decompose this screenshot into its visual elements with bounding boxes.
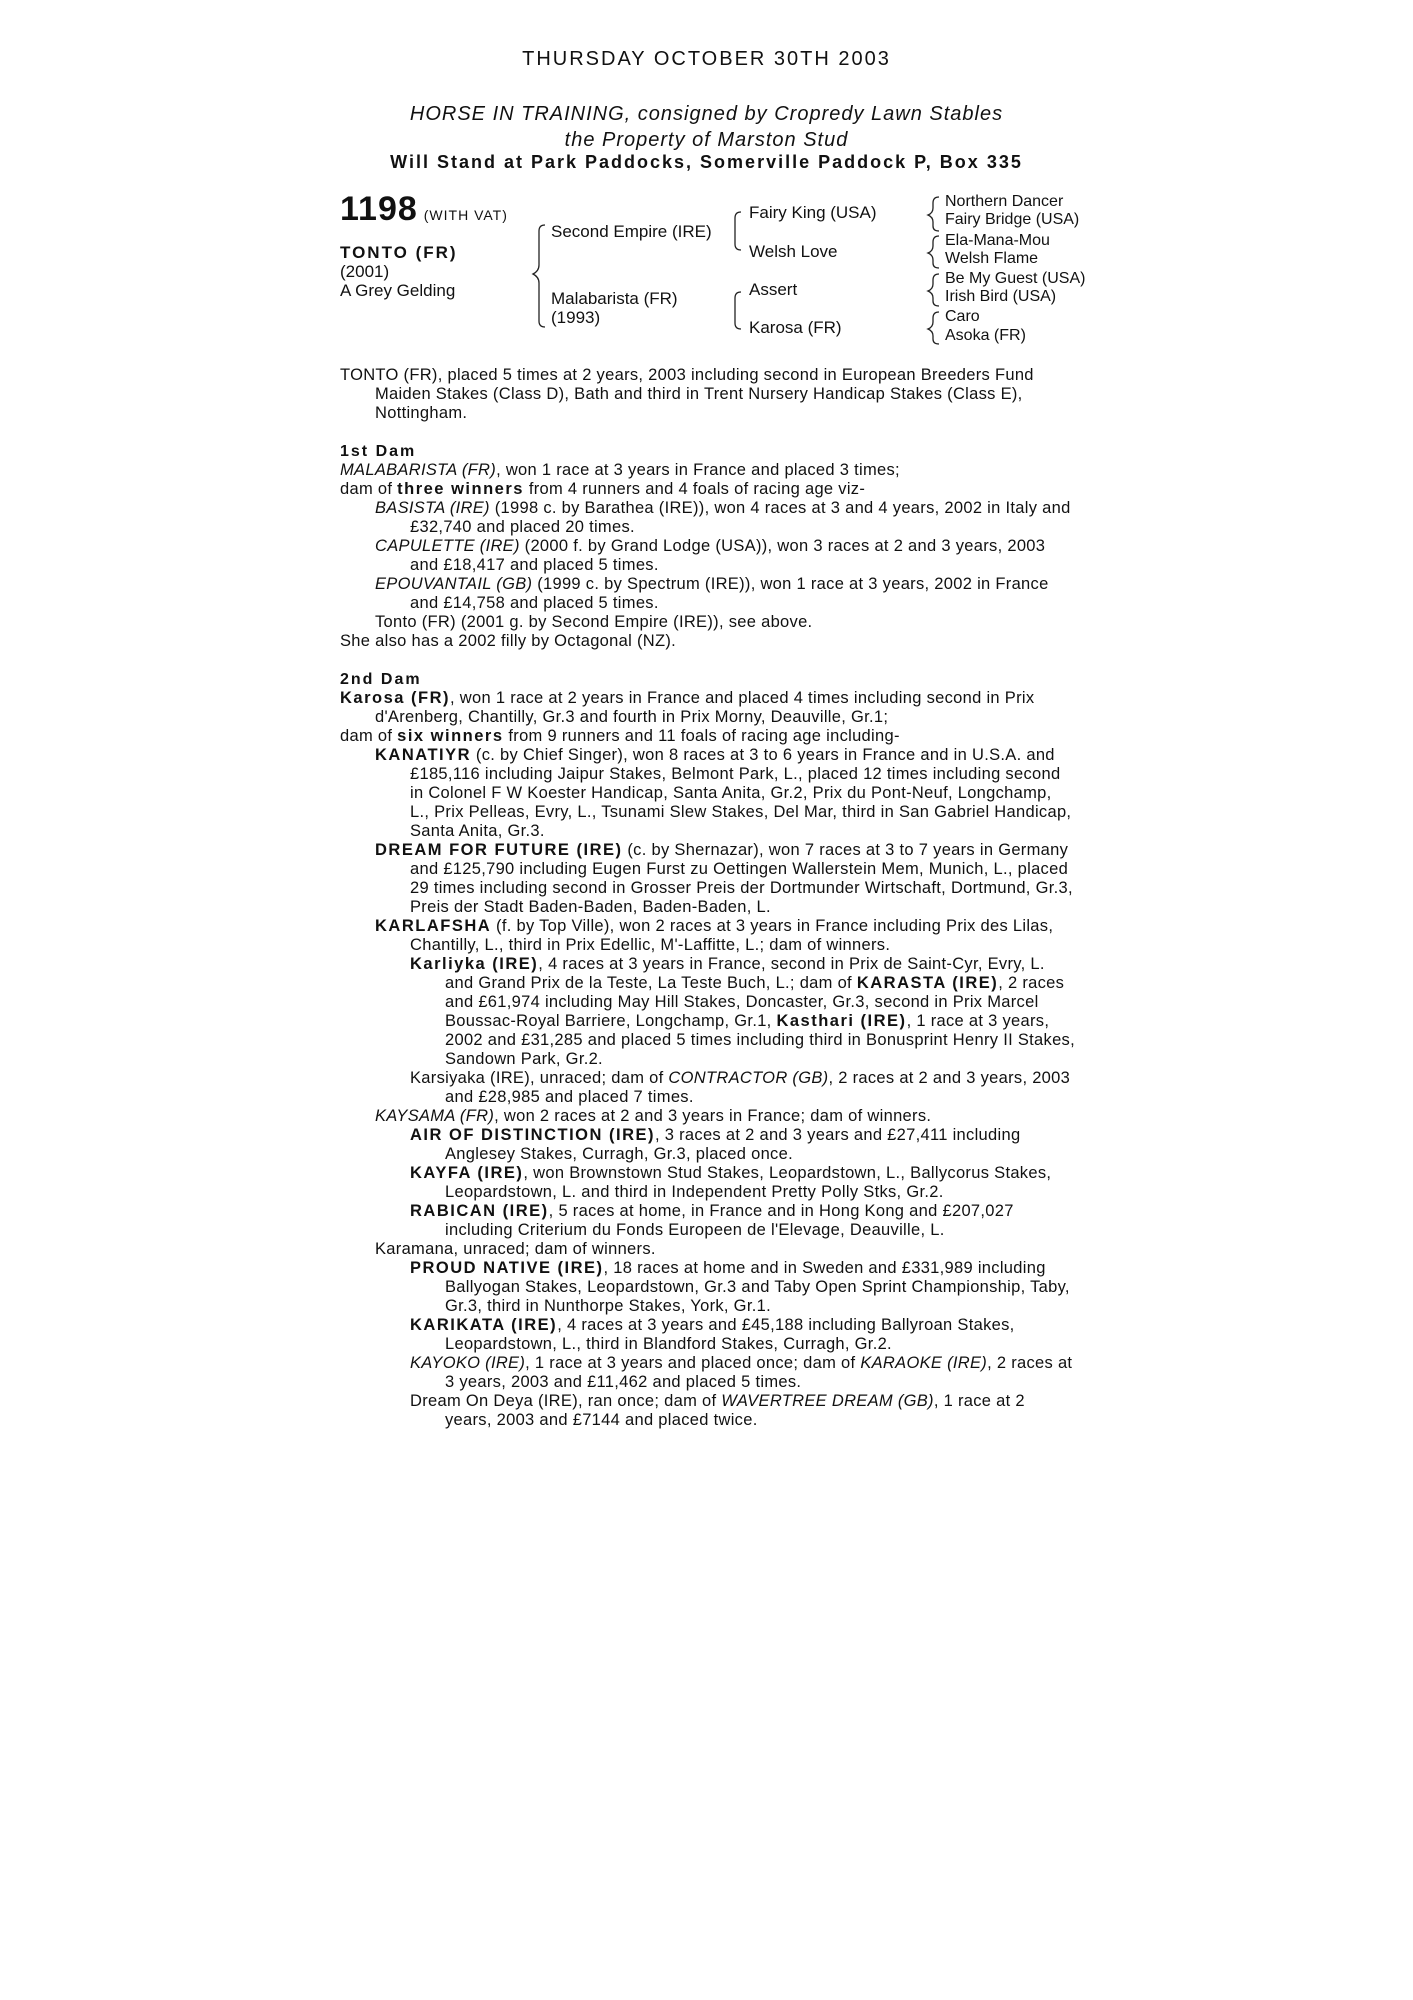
property-line: the Property of Marston Stud: [564, 129, 849, 151]
pedigree-g3: Ela-Mana-Mou: [945, 232, 1050, 249]
lot-number: 1198: [340, 190, 418, 228]
progeny-entry: KARLAFSHA (f. by Top Ville), won 2 races at 3 years in France including Prix des Lilas, Chantilly, L., third in Prix Edellic, M'-Laffitte, L.; dam of winners.: [375, 917, 1054, 954]
pedigree-braces: [0, 0, 1413, 400]
progeny-entry: CAPULETTE (IRE) (2000 f. by Grand Lodge (USA)), won 3 races at 2 and 3 years, 2003 and £18,417 and placed 5 times.: [375, 537, 1046, 574]
progeny-entry: Tonto (FR) (2001 g. by Second Empire (IRE)), see above.: [375, 613, 813, 631]
sale-date: THURSDAY OCTOBER 30TH 2003: [522, 48, 891, 70]
pedigree-sire-sire: Fairy King (USA): [749, 203, 877, 222]
pedigree-g7: Caro: [945, 308, 980, 325]
first-dam-heading: 1st Dam: [340, 443, 417, 460]
progeny-entry: Karsiyaka (IRE), unraced; dam of CONTRACTOR (GB), 2 races at 2 and 3 years, 2003 and £28,985 and placed 7 times.: [410, 1069, 1071, 1106]
second-dam-produce: dam of six winners from 9 runners and 11 foals of racing age including-: [340, 727, 900, 745]
consignment-line: HORSE IN TRAINING, consigned by Cropredy Lawn Stables: [409, 103, 1004, 125]
progeny-entry: BASISTA (IRE) (1998 c. by Barathea (IRE)), won 4 races at 3 and 4 years, 2002 in Italy and £32,740 and placed 20 times.: [375, 499, 1071, 536]
progeny-entry: AIR OF DISTINCTION (IRE), 3 races at 2 and 3 years and £27,411 including Anglesey Stakes, Curragh, Gr.3, placed once.: [410, 1126, 1021, 1163]
first-dam-record: MALABARISTA (FR), won 1 race at 3 years in France and placed 3 times;: [340, 461, 900, 479]
second-dam-record: Karosa (FR), won 1 race at 2 years in France and placed 4 times including second in Prix d'Arenberg, Chantilly, Gr.3 and fourth in Prix Morny, Deauville, Gr.1;: [340, 689, 1035, 726]
pedigree-g4: Welsh Flame: [945, 250, 1039, 267]
catalogue-body: [340, 366, 1075, 1430]
progeny-entry: DREAM FOR FUTURE (IRE) (c. by Shernazar), won 7 races at 3 to 7 years in Germany and £125,790 including Eugen Furst zu Oettingen Wallerstein Mem, Munich, L., placed 29 times including second in Grosser Preis der Dortmunder Wirtschaft, Dortmund, Gr.3, Preis der Stadt Baden-Baden, Baden-Baden, L.: [375, 841, 1073, 916]
first-dam-also: She also has a 2002 filly by Octagonal (NZ).: [340, 632, 677, 650]
progeny-entry: Dream On Deya (IRE), ran once; dam of WAVERTREE DREAM (GB), 1 race at 2 years, 2003 and £7144 and placed twice.: [410, 1392, 1025, 1429]
first-dam-produce: dam of three winners from 4 runners and 4 foals of racing age viz-: [340, 480, 866, 498]
pedigree-dam-sire: Assert: [749, 280, 798, 299]
pedigree-sire-dam: Welsh Love: [749, 242, 838, 261]
second-dam-heading: 2nd Dam: [340, 671, 422, 688]
pedigree-g1: Northern Dancer: [945, 193, 1064, 210]
second-dam-name: Karosa (FR): [340, 689, 451, 707]
pedigree-g2: Fairy Bridge (USA): [945, 211, 1080, 228]
pedigree-g8: Asoka (FR): [945, 327, 1026, 344]
progeny-entry: KAYFA (IRE), won Brownstown Stud Stakes, Leopardstown, L., Ballycorus Stakes, Leopardstown, L. and third in Independent Pretty Polly Stks, Gr.2.: [410, 1164, 1052, 1201]
progeny-entry: Karamana, unraced; dam of winners.: [375, 1240, 656, 1258]
progeny-entry: PROUD NATIVE (IRE), 18 races at home and in Sweden and £331,989 including Ballyogan Stakes, Leopardstown, Gr.3 and Taby Open Sprint Championship, Taby, Gr.3, third in Nunthorpe Stakes, York, Gr.1.: [410, 1259, 1070, 1315]
horse-name: TONTO (FR): [340, 243, 458, 262]
progeny-entry: KAYSAMA (FR), won 2 races at 2 and 3 years in France; dam of winners.: [375, 1107, 932, 1125]
progeny-entry: KARIKATA (IRE), 4 races at 3 years and £45,188 including Ballyroan Stakes, Leopardstown, L., third in Blandford Stakes, Curragh, Gr.2.: [410, 1316, 1015, 1353]
first-dam-name: MALABARISTA (FR): [340, 461, 497, 479]
horse-description: A Grey Gelding: [340, 281, 456, 300]
pedigree-g5: Be My Guest (USA): [945, 270, 1086, 287]
pedigree-dam-year: (1993): [551, 308, 601, 327]
progeny-entry: Karliyka (IRE), 4 races at 3 years in France, second in Prix de Saint-Cyr, Evry, L. and Grand Prix de la Teste, La Teste Buch, L.; dam of KARASTA (IRE), 2 races and £61,974 including May Hill Stakes, Doncaster, Gr.3, second in Prix Marcel Boussac-Royal Barriere, Longchamp, Gr.1, Kasthari (IRE), 1 race at 3 years, 2002 and £31,285 and placed 5 times including third in Bonusprint Henry II Stakes, Sandown Park, Gr.2.: [410, 955, 1075, 1068]
vat-note: (WITH VAT): [423, 207, 508, 223]
pedigree-dam-dam: Karosa (FR): [749, 318, 842, 337]
progeny-entry: KANATIYR (c. by Chief Singer), won 8 races at 3 to 6 years in France and in U.S.A. and £185,116 including Jaipur Stakes, Belmont Park, L., placed 12 times including second in Colonel F W Koester Handicap, Santa Anita, Gr.2, Prix du Pont-Neuf, Longchamp, L., Prix Pelleas, Evry, L., Tsunami Slew Stakes, Del Mar, third in San Gabriel Handicap, Santa Anita, Gr.3.: [375, 746, 1072, 840]
pedigree-dam: Malabarista (FR): [551, 289, 678, 308]
progeny-entry: EPOUVANTAIL (GB) (1999 c. by Spectrum (IRE)), won 1 race at 3 years, 2002 in France and £14,758 and placed 5 times.: [375, 575, 1049, 612]
progeny-entry: KAYOKO (IRE), 1 race at 3 years and placed once; dam of KARAOKE (IRE), 2 races at 3 years, 2003 and £11,462 and placed 5 times.: [410, 1354, 1073, 1391]
pedigree-sire: Second Empire (IRE): [551, 222, 712, 241]
pedigree-g6: Irish Bird (USA): [945, 288, 1057, 305]
horse-year: (2001): [340, 262, 390, 281]
location-line: Will Stand at Park Paddocks, Somerville Paddock P, Box 335: [390, 152, 1023, 172]
racing-record: TONTO (FR), placed 5 times at 2 years, 2003 including second in European Breeders Fund Maiden Stakes (Class D), Bath and third in Trent Nursery Handicap Stakes (Class E), Nottingham.: [340, 366, 1034, 422]
progeny-entry: RABICAN (IRE), 5 races at home, in France and in Hong Kong and £207,027 including Criterium du Fonds Europeen de l'Elevage, Deauville, L.: [410, 1202, 1014, 1239]
